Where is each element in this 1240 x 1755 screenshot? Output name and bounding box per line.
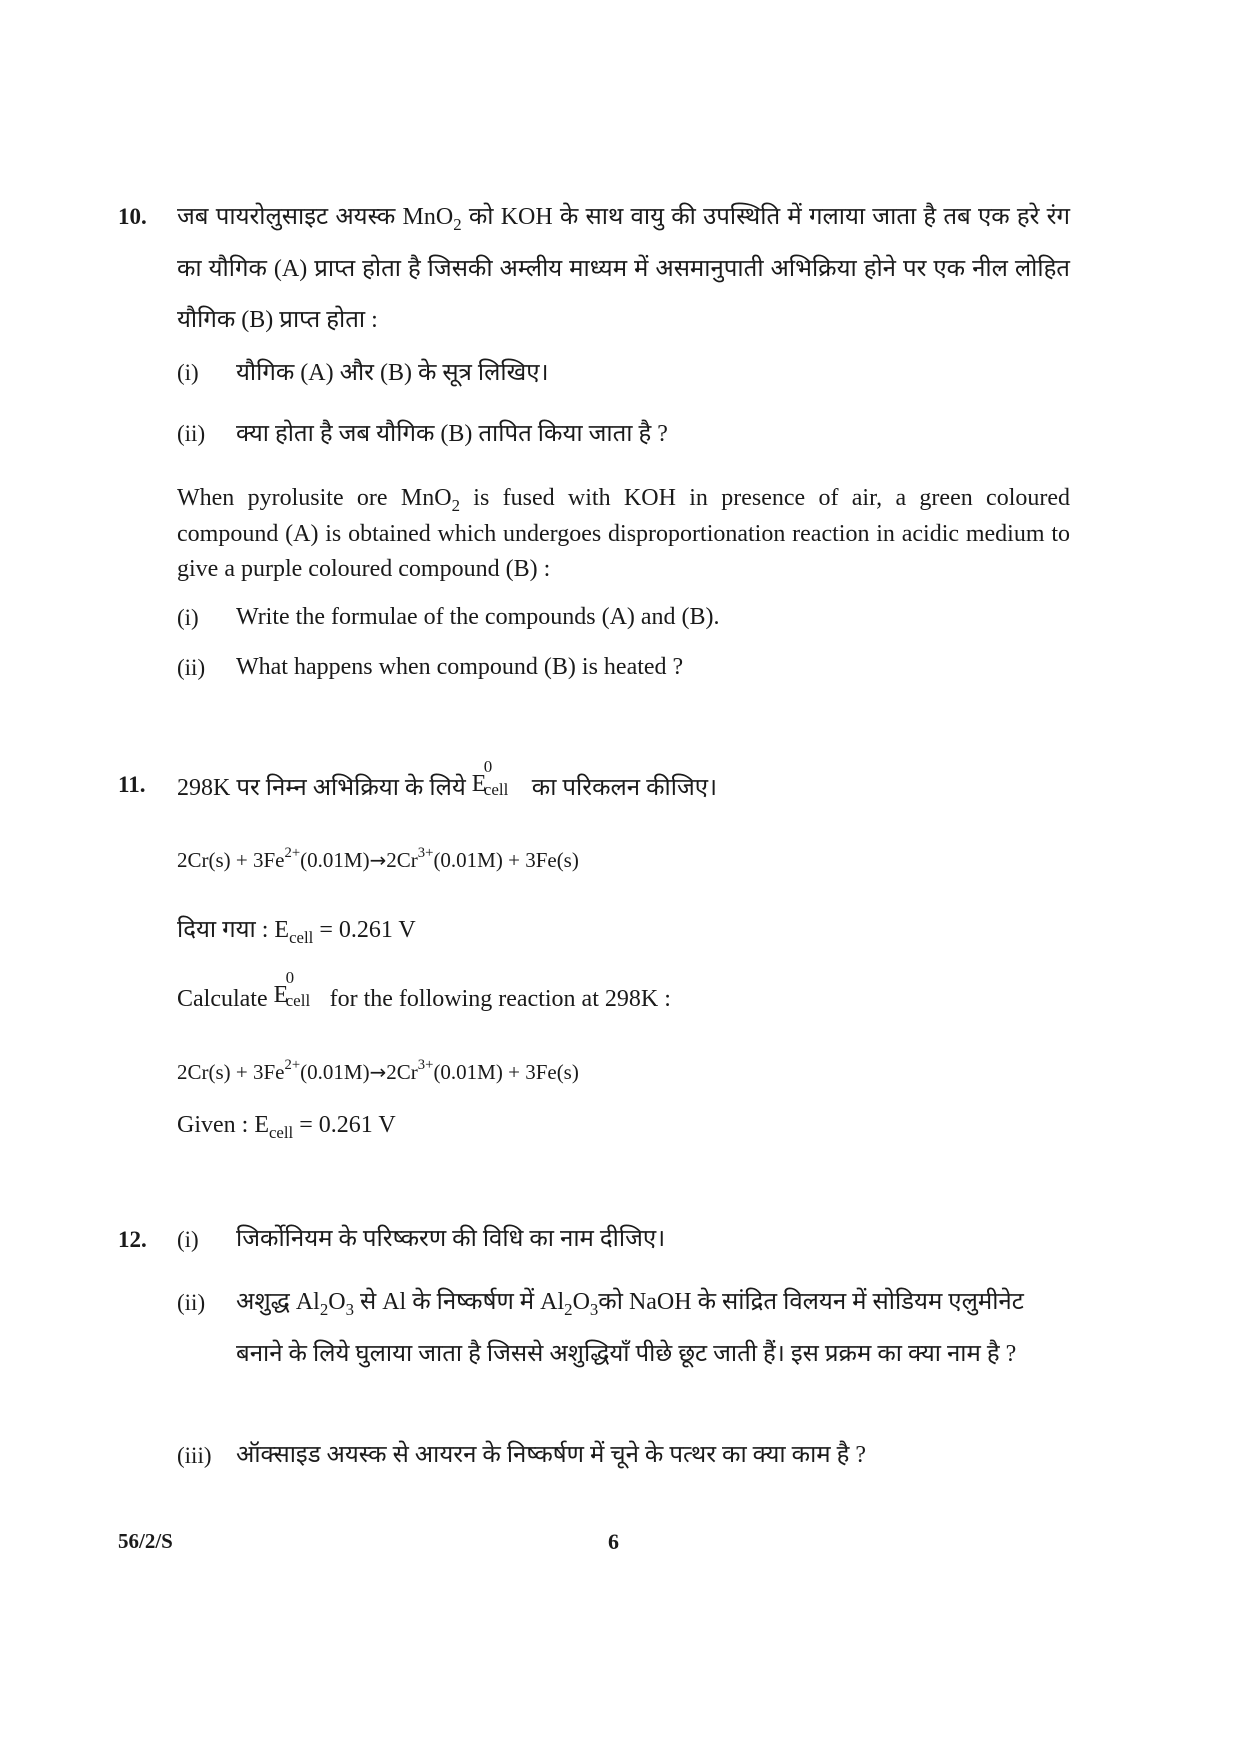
q10-hindi-part-i-label: (i)	[177, 360, 199, 385]
q10-english-intro-subscript: 2	[451, 495, 460, 515]
e-subscript-en: cell	[285, 991, 311, 1010]
q11-hindi-prefix: 298K पर निम्न अभिक्रिया के लिये	[177, 775, 472, 801]
q12-part-ii-sub1: 2	[319, 1299, 329, 1319]
q11-english-prefix: Calculate	[177, 986, 274, 1012]
page-number: 6	[608, 1529, 619, 1554]
eq1-charge2: 3+	[417, 845, 434, 862]
q12-part-i-label: (i)	[177, 1227, 199, 1252]
q10-english-part-ii-label: (ii)	[177, 655, 206, 680]
q10-english-intro-part1: When pyrolusite ore MnO	[177, 485, 452, 511]
q11-given-english	[177, 1112, 396, 1142]
question-number-10: 10.	[118, 204, 147, 229]
q12-part-ii-text	[236, 1277, 1070, 1380]
given-english-subscript: cell	[268, 1122, 294, 1142]
eq2-part4: (0.01M) + 3Fe(s)	[433, 1060, 579, 1084]
eq1-part2: (0.01M)	[300, 848, 370, 872]
q10-hindi-intro	[177, 192, 1070, 346]
q11-english-suffix: for the following reaction at 298K :	[329, 986, 671, 1012]
q12-part-ii-sub4: 3	[589, 1299, 599, 1319]
q12-part-iii-text: ऑक्साइड अयस्क से आयरन के निष्कर्षण में चूने के पत्थर का क्या काम है ?	[236, 1442, 867, 1468]
q11-hindi-suffix: का परिकलन कीजिए।	[531, 775, 718, 801]
q12-part-iii-label: (iii)	[177, 1443, 212, 1468]
reaction-arrow-icon-en: →	[369, 1060, 387, 1084]
e-superscript: 0	[483, 757, 493, 776]
q12-part-ii-b: O	[328, 1289, 346, 1315]
q12-part-ii-e: को NaOH के सांद्रित विलयन में सोडियम एलुमीनेट बनाने के लिये घुलाया जाता है जिससे अशुद्धियाँ पीछे छूट जाती हैं। इस प्रक्रम का क्या नाम है ?	[236, 1289, 1024, 1367]
given-hindi-subscript: cell	[289, 927, 314, 947]
eq1-charge1: 2+	[284, 845, 301, 862]
q10-hindi-intro-subscript: 2	[453, 214, 462, 234]
eq1-part3: 2Cr	[386, 848, 418, 872]
e-subscript: cell	[483, 780, 509, 799]
eq2-part2: (0.01M)	[300, 1060, 370, 1084]
given-english-label: Given : E	[177, 1112, 269, 1138]
eq2-charge1: 2+	[284, 1057, 301, 1074]
question-number-12: 12.	[118, 1227, 147, 1252]
q11-equation-english	[177, 1057, 579, 1085]
q11-given-hindi	[177, 912, 416, 945]
q10-hindi-intro-part1: जब पायरोलुसाइट अयस्क MnO	[177, 204, 454, 230]
q12-part-i-text: जिर्कोनियम के परिष्करण की विधि का नाम दीजिए।	[236, 1226, 666, 1252]
q10-english-intro	[177, 481, 1070, 587]
e-cell-standard-symbol	[471, 757, 509, 799]
q10-english-part-i-label: (i)	[177, 605, 199, 630]
q12-part-ii-label: (ii)	[177, 1290, 206, 1315]
eq2-part3: 2Cr	[386, 1060, 418, 1084]
q10-hindi-intro-part2: को KOH के साथ वायु की उपस्थिति में गलाया जाता है तब एक हरे रंग का यौगिक (A) प्राप्त होता है जिसकी अम्लीय माध्यम में असमानुपाती अभिक्रिया होने पर एक नील लोहित यौगिक (B) प्राप्त होता :	[177, 204, 1070, 333]
q10-english-intro-part2: is fused with KOH in presence of air, a green coloured compound (A) is obtained which undergoes disproportionation reaction in acidic medium to give a purple coloured compound (B) :	[177, 485, 1071, 582]
given-english-value: = 0.261 V	[293, 1112, 396, 1138]
q12-part-ii-sub3: 2	[564, 1299, 573, 1319]
e-symbol: E	[471, 771, 487, 797]
q10-hindi-part-i-text: यौगिक (A) और (B) के सूत्र लिखिए।	[236, 360, 549, 386]
question-number-11: 11.	[118, 772, 146, 797]
eq2-part1: 2Cr(s) + 3Fe	[177, 1060, 285, 1084]
q11-english-statement	[177, 968, 671, 1013]
q10-hindi-part-ii-text: क्या होता है जब यौगिक (B) तापित किया जाता है ?	[236, 421, 668, 447]
q12-part-ii-a: अशुद्ध Al	[236, 1289, 320, 1315]
paper-code: 56/2/S	[118, 1529, 173, 1553]
given-hindi-value: = 0.261 V	[313, 917, 416, 943]
e-symbol-en: E	[273, 982, 289, 1008]
eq1-part1: 2Cr(s) + 3Fe	[177, 848, 285, 872]
q10-english-part-i-text: Write the formulae of the compounds (A) and (B).	[236, 604, 720, 630]
given-hindi-label: दिया गया : E	[177, 917, 290, 943]
e-superscript-en: 0	[285, 968, 295, 987]
reaction-arrow-icon: →	[369, 848, 387, 872]
q12-part-ii-c: से Al के निष्कर्षण में Al	[353, 1289, 565, 1315]
e-cell-standard-symbol-en	[273, 968, 311, 1010]
q12-part-ii-d: O	[572, 1289, 590, 1315]
q11-equation-hindi	[177, 845, 579, 873]
q10-english-part-ii-text: What happens when compound (B) is heated ?	[236, 654, 684, 680]
q11-hindi-statement	[177, 757, 718, 803]
q12-part-ii-sub2: 3	[345, 1299, 354, 1319]
eq2-charge2: 3+	[417, 1057, 434, 1074]
q10-hindi-part-ii-label: (ii)	[177, 421, 206, 446]
eq1-part4: (0.01M) + 3Fe(s)	[433, 848, 579, 872]
